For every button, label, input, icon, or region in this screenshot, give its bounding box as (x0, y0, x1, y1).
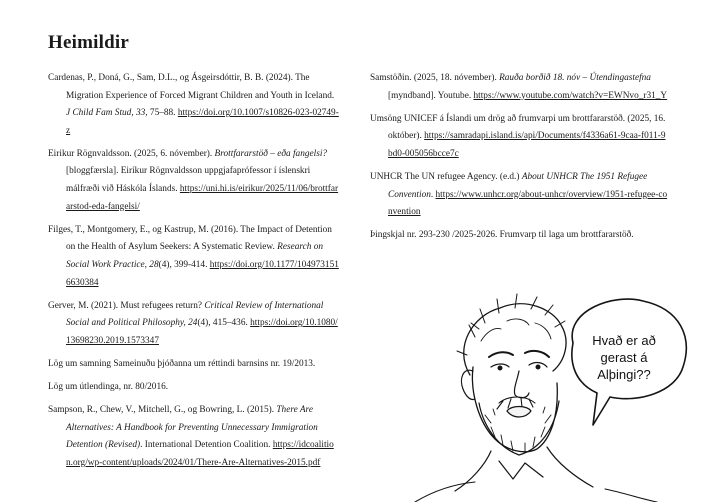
reference-item (370, 111, 668, 164)
reference-link[interactable]: https://doi.org/10.1177/1049731516630384 (66, 259, 339, 288)
reference-item (370, 70, 668, 105)
nose (514, 371, 529, 398)
reference-link[interactable]: https://uni.hi.is/eirikur/2025/11/06/brottfararstod-eda-fangelsi/ (66, 184, 339, 212)
reference-link[interactable]: https://doi.org/10.1080/13698230.2019.1573347 (66, 318, 338, 346)
reference-item (48, 379, 340, 397)
speech-line: Alþingi?? (597, 367, 651, 382)
references-right-column (370, 70, 668, 250)
reference-item (48, 402, 340, 472)
reference-text-after: . (430, 189, 436, 200)
reference-item (370, 227, 668, 245)
reference-link[interactable]: https://www.youtube.com/watch?v=EWNvo_r31_Y (473, 90, 668, 101)
reference-text: Lög um samning Sameinuðu þjóðanna um réttindi barnsins nr. 19/2013. (48, 358, 316, 369)
reference-text: Sampson, R., Chew, V., Mitchell, G., og Bowring, L. (2015). (48, 405, 277, 416)
reference-text: Samstöðin. (2025, 18. nóvember). (370, 73, 500, 83)
page-title: Heimildir (48, 32, 129, 53)
mouth (507, 407, 531, 418)
reference-text: Filges, T., Montgomery, E., og Kastrup, M. (2016). The Impact of Detention on the Health of Asylum Seekers: A Systematic Review. (48, 224, 332, 253)
reference-italic: Research on Social Work Practice, 28 (66, 242, 324, 270)
reference-italic: There Are Alternatives: A Handbook for Preventing Unnecessary Immigration Detention (Revised) (66, 405, 318, 451)
reference-link[interactable]: https://idcoalition.org/wp-content/uploads/2024/01/There-Are-Alternatives-2015.pdf (66, 440, 334, 468)
reference-text: UNHCR The UN refugee Agency. (e.d.) (370, 171, 522, 182)
hair-outline (464, 304, 566, 375)
reference-text-after: . International Detention Coalition. (140, 440, 273, 451)
reference-item (48, 356, 340, 374)
reference-italic: About UNHCR The 1951 Refugee Convention (388, 171, 648, 200)
cartoon-illustration (375, 275, 695, 502)
reference-text: Gerver, M. (2021). Must refugees return? (48, 300, 205, 311)
reference-item (48, 146, 340, 216)
reference-item (48, 222, 340, 292)
reference-text: Umsöng UNICEF á Íslandi um drög að frumvarpi um brottfararstöð. (2025, 16. október). (370, 113, 666, 142)
reference-text: Þingskjal nr. 293-230 /2025-2026. Frumvarp til laga um brottfararstöð. (370, 230, 634, 241)
reference-item (370, 169, 668, 222)
reference-link[interactable]: https://samradapi.island.is/api/Documents/f4336a61-9caa-f011-9bd0-005056bcce7c (388, 131, 666, 159)
reference-italic: Critical Review of International Social and Political Philosophy, 24 (66, 300, 324, 329)
reference-item (48, 298, 340, 351)
reference-text-after: (4), 415–436. (197, 318, 251, 329)
speech-bubble-text (582, 332, 666, 383)
reference-italic: Rauða borðið 18. nóv – Útendingastefna (499, 73, 651, 83)
reference-text: Cardenas, P., Doná, G., Sam, D.L., og Ásgeirsdóttir, B. B. (2024). The Migration Experience of Forced Migrant Children and Youth in Iceland. (48, 73, 335, 101)
speech-line: gerast á (600, 350, 648, 365)
references-left-column (48, 70, 340, 478)
reference-text-after: , 75–88. (145, 108, 178, 119)
reference-item (48, 70, 340, 140)
reference-text-after: [bloggfærsla]. Eiríkur Rögnvaldsson uppgjafaprófessor í íslenskri málfræði við Háskóla Íslands. (66, 166, 311, 195)
reference-italic: Brottfararstöð – eða fangelsi? (214, 148, 328, 159)
reference-text-after: (4), 399-414. (158, 259, 210, 270)
reference-text-after: [myndband]. Youtube. (388, 90, 474, 101)
reference-italic: J Child Fam Stud, 33 (66, 108, 146, 119)
speech-line: Hvað er að (592, 333, 656, 348)
reference-link[interactable]: https://www.unhcr.org/about-unhcr/overview/1951-refugee-convention (388, 189, 668, 218)
reference-link[interactable]: https://doi.org/10.1007/s10826-023-02749-z (66, 108, 339, 136)
reference-text: Eirikur Rögnvaldsson. (2025, 6. nóvember). (48, 148, 215, 159)
reference-text: Lög um útlendinga, nr. 80/2016. (48, 382, 169, 392)
